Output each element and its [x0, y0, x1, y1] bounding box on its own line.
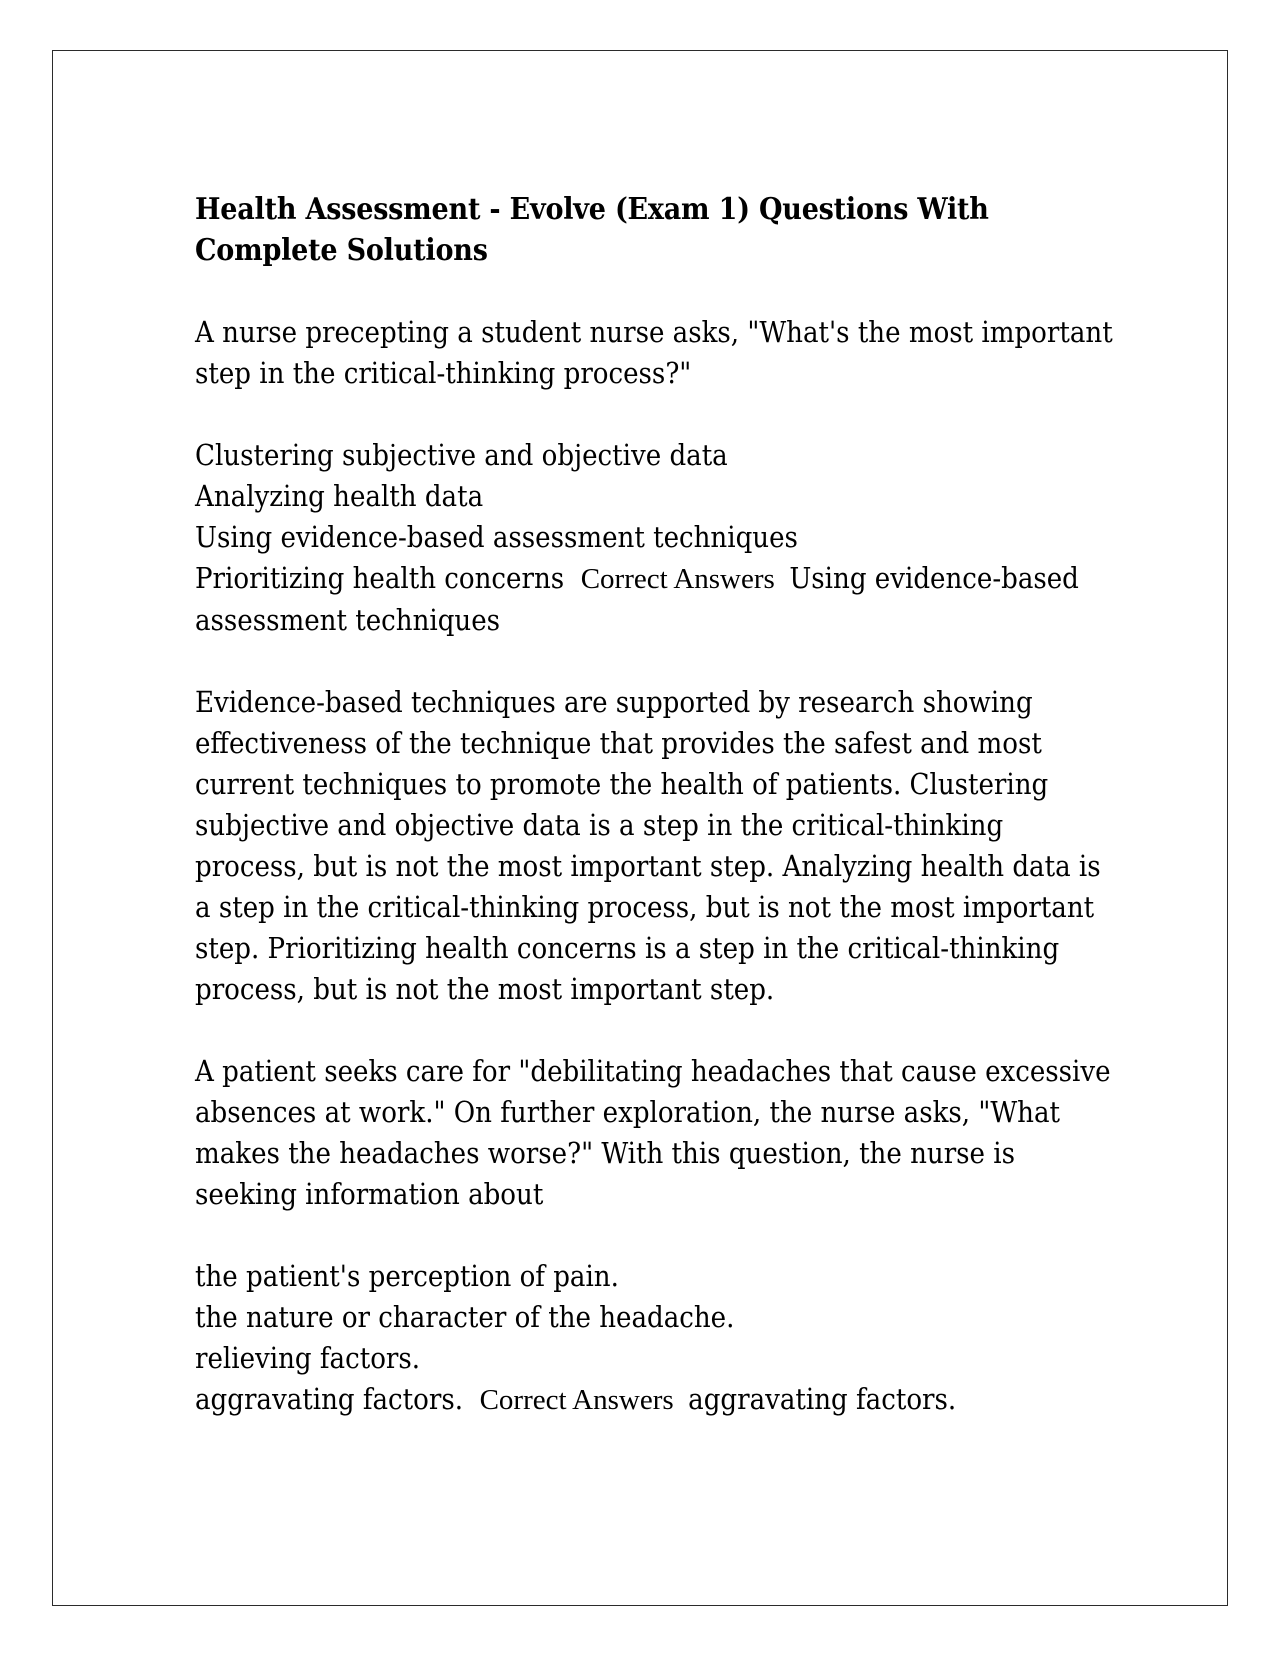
answer-separator [463, 1382, 480, 1416]
spacer [195, 271, 1123, 312]
page-title: Health Assessment - Evolve (Exam 1) Questions With Complete Solutions [195, 192, 989, 268]
document-content [195, 189, 1123, 1421]
spacer [195, 394, 1123, 435]
question-1-option-2[interactable]: Analyzing health data [195, 479, 484, 513]
spacer [195, 641, 1123, 682]
answer-separator [564, 561, 581, 595]
question-2-option-3[interactable]: relieving factors. [195, 1341, 421, 1375]
question-2-option-1[interactable]: the patient's perception of pain. [195, 1259, 619, 1293]
question-1-answer-marker: Correct Answers [580, 563, 775, 595]
spacer [195, 1010, 1123, 1051]
question-1-option-3[interactable]: Using evidence-based assessment techniques [195, 520, 798, 554]
question-1-option-1[interactable]: Clustering subjective and objective data [195, 438, 728, 472]
answer-separator [674, 1384, 689, 1416]
question-2-answer-marker: Correct Answers [479, 1384, 674, 1416]
question-2-option-2[interactable]: the nature or character of the headache. [195, 1300, 735, 1334]
question-2-answer: aggravating factors. [688, 1382, 957, 1416]
question-1-option-4[interactable]: Prioritizing health concerns [195, 561, 565, 595]
page-border-frame [52, 50, 1228, 1606]
spacer [195, 1215, 1123, 1256]
answer-separator [775, 563, 790, 595]
question-2-stem: A patient seeks care for "debilitating headaches that cause excessive absences at work." On further exploration, the nurse asks, "What makes the headaches worse?" With this question, the nurse is seeking information about [195, 1054, 1119, 1211]
question-2-option-4[interactable]: aggravating factors. [195, 1382, 463, 1416]
question-1-answer-line [195, 558, 1123, 641]
question-1-stem: A nurse precepting a student nurse asks, "What's the most important step in the critical-thinking process?" [195, 315, 1121, 390]
question-1-rationale: Evidence-based techniques are supported by research showing effectiveness of the technique that provides the safest and most current techniques to promote the health of patients. Clustering subjective and objective data is a step in the critical-thinking process, but is not the most important step. Analyzing health data is a step in the critical-thinking process, but is not the most important step. Prioritizing health concerns is a step in the critical-thinking process, but is not the most important step. [195, 685, 1101, 1006]
question-1-answer: Using evidence-based assessment techniques [195, 561, 1079, 637]
question-2-answer-line [195, 1379, 1123, 1421]
